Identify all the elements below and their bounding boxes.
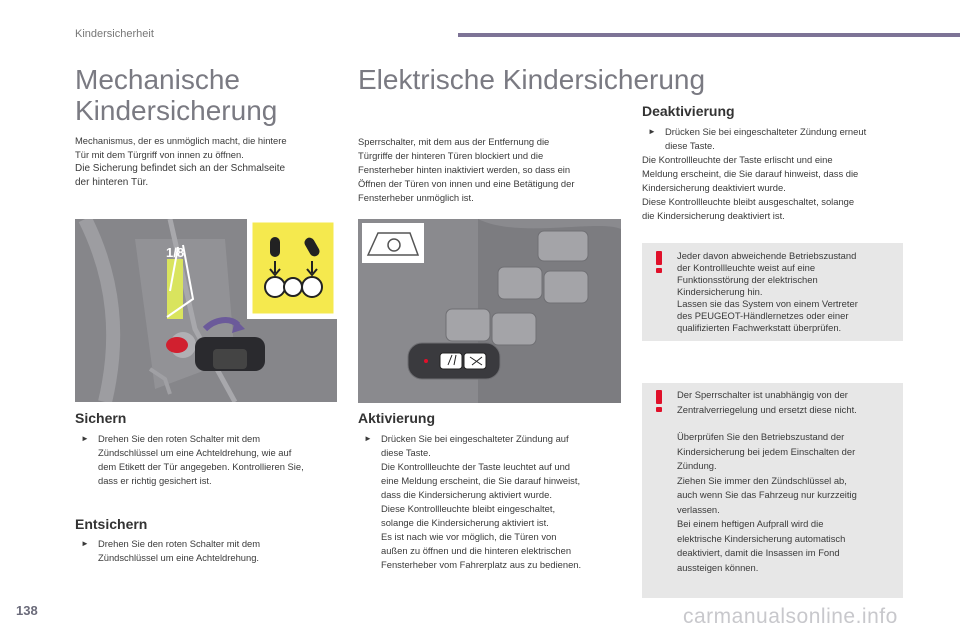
door-lock-illustration	[75, 219, 337, 402]
aktivierung-instruction: ► Drücken Sie bei eingeschalteter Zündung auf diese Taste. Die Kontrollleuchte der Taste leuchtet auf und eine Meldung erscheint, die Sie darauf hinweist, dass die Kindersicherung aktiviert wurde. Diese Kontrollleuchte bleibt eingeschaltet, solange die Kindersicherung aktiviert ist. Es ist nach wie vor möglich, die Türen von außen zu öffnen und die hinteren elektrischen Fensterheber vom Fahrerplatz aus zu bedienen.	[364, 433, 582, 570]
electric-intro: Sperrschalter, mit dem aus der Entfernung die Türgriffe der hinteren Türen blockiert und die Fensterheber hinten inaktiviert werden, so dass ein Öffnen der Türen von innen und eine Betätigung der Fensterheber unmöglich ist.	[358, 136, 575, 203]
warning-safety-text: Der Sperrschalter ist unabhängig von der Zentralverriegelung und ersetzt diese nicht. Überprüfen Sie den Betriebszustand der Kindersicherung bei jedem Einschalten der Zündung. Ziehen Sie immer den Zündschlüssel ab, auch wenn Sie das Fahrzeug nur kurzzeitig verlassen. Bei einem heftigen Aufprall wird die elektrische Kindersicherung automatisch deaktiviert, damit die Insassen im Fond aussteigen können.	[677, 389, 857, 573]
door-illustration-graphic	[75, 219, 337, 402]
watermark: carmanualsonline.info	[683, 605, 898, 628]
aktivierung-heading: Aktivierung	[358, 410, 436, 426]
bullet-icon: ►	[648, 127, 656, 136]
page-number: 138	[16, 603, 38, 618]
warning-box-malfunction	[642, 243, 903, 341]
bullet-icon: ►	[364, 434, 372, 443]
entsichern-instruction: ► Drehen Sie den roten Schalter mit dem Zündschlüssel um eine Achteldrehung.	[81, 538, 261, 563]
bullet-icon: ►	[81, 539, 89, 548]
eighth-turn-label: 1/8	[166, 245, 185, 260]
deaktivierung-instruction: ► Drücken Sie bei eingeschalteter Zündung erneut diese Taste. Die Kontrollleuchte der Taste erlischt und eine Meldung erscheint, die Sie darauf hinweist, dass die Kindersicherung deaktiviert wurde. Diese Kontrollleuchte bleibt ausgeschaltet, solange die Kindersicherung deaktiviert ist.	[642, 126, 867, 221]
header-accent-bar	[458, 33, 960, 37]
sichern-heading: Sichern	[75, 410, 127, 426]
warning-malfunction-text: Jeder davon abweichende Betriebszustand der Kontrollleuchte weist auf eine Funktionsstörung der elektrischen Kindersicherung hin. Lassen sie das System von einem Vertreter des PEUGEOT-Händlernetzes oder einer qualifizierten Fachwerkstatt überprüfen.	[677, 250, 858, 333]
bullet-icon: ►	[81, 434, 89, 443]
sichern-instruction: ► Drehen Sie den roten Schalter mit dem Zündschlüssel um eine Achteldrehung, wie auf dem Etikett der Tür angegeben. Kontrollieren Sie, dass er richtig gesichert ist.	[81, 433, 304, 486]
section-title: Kindersicherheit	[75, 28, 154, 40]
warning-box-safety	[642, 383, 903, 598]
electric-title: Elektrische Kindersicherung	[358, 64, 706, 95]
mechanical-title: Mechanische Kindersicherung	[75, 64, 278, 126]
deaktivierung-heading: Deaktivierung	[642, 103, 735, 119]
warning-exclamation-icon	[654, 251, 664, 273]
switch-panel-graphic	[358, 219, 621, 403]
entsichern-heading: Entsichern	[75, 516, 148, 532]
window-switch-panel-illustration	[358, 219, 621, 403]
warning-exclamation-icon	[654, 390, 664, 412]
mechanical-intro: Mechanismus, der es unmöglich macht, die hintere Tür mit dem Türgriff von innen zu öffnen. Die Sicherung befindet sich an der Schmalseite der hinteren Tür.	[75, 135, 287, 188]
